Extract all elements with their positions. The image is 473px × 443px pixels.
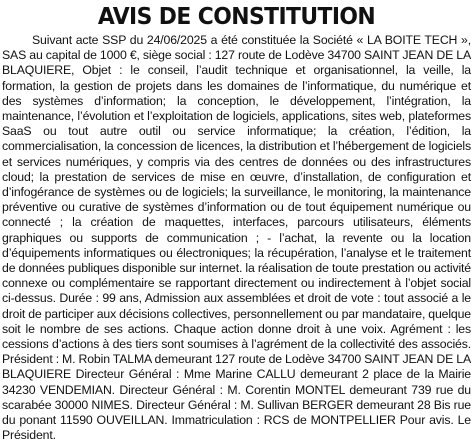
- legal-notice: [2, 4, 471, 443]
- notice-body: Suivant acte SSP du 24/06/2025 a été constituée la Société « LA BOITE TECH », SAS au capital de 1000 €, siège social : 127 route de Lodève 34700 SAINT JEAN DE LA BLAQUIERE, Objet : le conseil, l’audit technique et organisationnel, la veille, la formation, la gestion de projets dans les domaines de l’informatique, du numérique et des systèmes d’information; la conception, le développement, l’intégration, la maintenance, l’évolution et l’exploitation de logiciels, applications, sites web, plateformes SaaS ou tout autre outil ou service informatique; la création, l’édition, la commercialisation, la concession de licences, la distribution et l’hébergement de logiciels et services numériques, y compris via des centres de données ou des infrastructures cloud; la prestation de services de mise en œuvre, d’installation, de configuration et d’infogérance de systèmes ou de logiciels; la surveillance, le monitoring, la maintenance préventive ou curative de systèmes d’information ou de tout équipement numérique ou connecté ; la création de maquettes, interfaces, parcours utilisateurs, éléments graphiques ou supports de communication ; - l’achat, la revente ou la location d’équipements informatiques ou électroniques; la récupération, l’analyse et le traitement de données publiques disponible sur internet. la réalisation de toute prestation ou activité connexe ou complémentaire se rapportant directement ou indirectement à l’objet social ci-dessus. Durée : 99 ans, Admission aux assemblées et droit de vote : tout associé a le droit de participer aux décisions collectives, personnellement ou par mandataire, quelque soit le nombre de ses actions. Chaque action donne droit à une voix. Agrément : les cessions d’actions à des tiers sont soumises à l’agrément de la collectivité des associés. Président : M. Robin TALMA demeurant 127 route de Lodève 34700 SAINT JEAN DE LA BLAQUIERE Directeur Général : Mme Marine CALLU demeurant 2 place de la Mairie 34230 VENDEMIAN. Directeur Général : M. Corentin MONTEL demeurant 739 rue du scarabée 30000 NIMES. Directeur Général : M. Sullivan BERGER demeurant 28 Bis rue du ponant 11590 OUVEILLAN. Immatriculation : RCS de MONTPELLIER Pour avis. Le Président.: [2, 33, 471, 443]
- notice-title: AVIS DE CONSTITUTION: [97, 4, 376, 30]
